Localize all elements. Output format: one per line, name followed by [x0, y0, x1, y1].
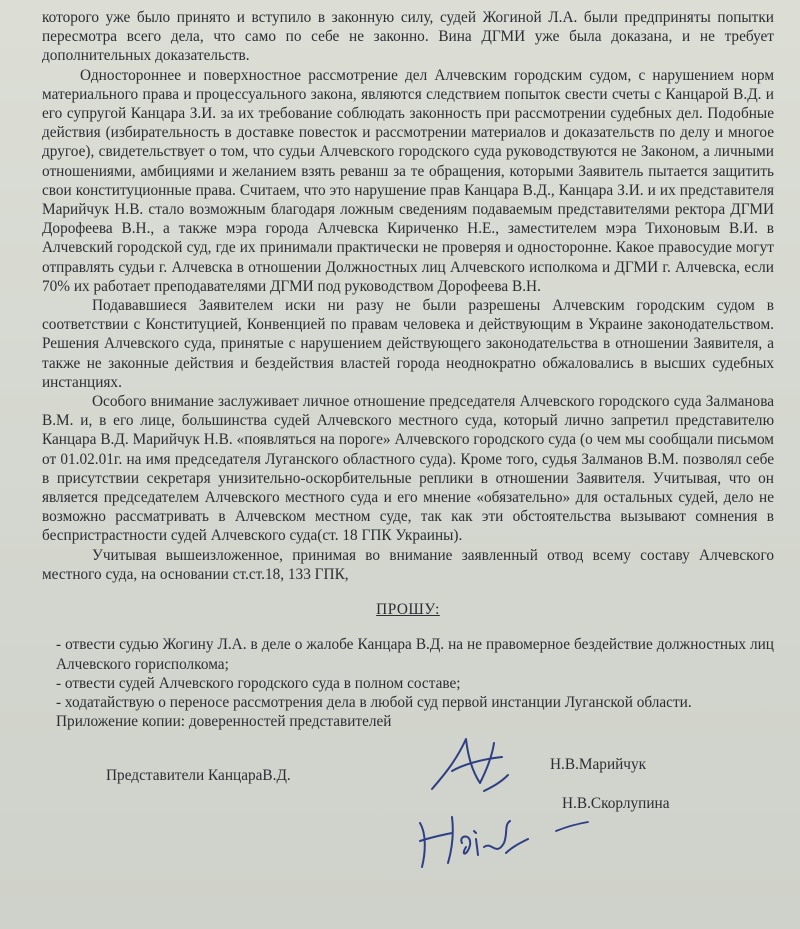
- document-body: [42, 8, 774, 731]
- signatory-name-2: Н.В.Скорлупина: [562, 795, 670, 813]
- signature-stroke-icon: [552, 819, 592, 835]
- request-item-1: - отвести судью Жогину Л.А. в деле о жалобе Канцара В.Д. на не правомерное бездействие должностных лиц Алчевского горисполкома;: [56, 636, 774, 673]
- paragraph-continuation: которого уже было принято и вступило в законную силу, судей Жогиной Л.А. были предприняты попытки пересмотра всего дела, что само по себе не законно. Вина ДГМИ уже была доказана, и не требует дополнительных доказательств.: [42, 9, 774, 65]
- request-item-2: - отвести судей Алчевского городского суда в полном составе;: [56, 674, 461, 692]
- representatives-label: Представители КанцараВ.Д.: [106, 767, 291, 785]
- attachment-line: Приложение копии: доверенностей представителей: [56, 713, 392, 731]
- signature-2-icon: [412, 803, 532, 873]
- request-heading: ПРОШУ:: [376, 601, 440, 619]
- signature-area: [42, 731, 774, 881]
- signatory-name-1: Н.В.Марийчук: [550, 756, 647, 774]
- paragraph-chairman: Особого внимание заслуживает личное отношение председателя Алчевского городского суда Залманова В.М. и, в его лице, большинства судей Алчевского местного суда, который лично запретил представителю Канцара В.Д. Марийчук Н.В. «появляться на пороге» Алчевского городского суда (о чем мы сообщали письмом от 01.02.01г. на имя председателя Луганского областного суда). Кроме того, судья Залманов В.М. позволял себе в присутствии секретаря унизительно-оскорбительные реплики в отношении Заявителя. Учитывая, что он является председателем Алчевского местного суда и его мнение «обязательно» для остальных судей, дело не возможно рассматривать в Алчевском местном суде, так как эти обстоятельства вызывают сомнения в беспристрастности судей Алчевского суда(ст. 18 ГПК Украины).: [42, 393, 774, 545]
- paragraph-unilateral-review: Одностороннее и поверхностное рассмотрение дел Алчевским городским судом, с нарушением норм материального права и процессуального закона, являются следствием попыток свести счеты с Канцарой В.Д. и его супругой Канцара З.И. за их требование соблюдать законность при рассмотрении судебных дел. Подобные действия (избирательность в доставке повесток и рассмотрении материалов и доказательств по делу и многое другое), свидетельствует о том, что судьи Алчевского городского суда руководствуются не Законом, а личными отношениями, амбициями и желанием взять реванш за те обращения, которыми Заявитель пытается защитить свои конституционные права. Считаем, что это нарушение прав Канцара В.Д., Канцара З.И. и их представителя Марийчук Н.В. стало возможным благодаря ложным сведениям подаваемым представителями ректора ДГМИ Дорофеева В.Н., а также мэра города Алчевска Кириченко Н.Е., заместителем мэра Тихоновым В.И. в Алчевский городской суд, где их принимали практически не проверяя и односторонне. Какое правосудие могут отправлять судьи г. Алчевска в отношении Должностных лиц Алчевского исполкома и ДГМИ г. Алчевска, если 70% их работает преподавателями ДГМИ под руководством Дорофеева В.Н.: [42, 66, 774, 295]
- paragraph-considering: Учитывая вышеизложенное, принимая во внимание заявленный отвод всему составу Алчевского местного суда, на основании ст.ст.18, 133 ГПК,: [42, 546, 774, 583]
- request-item-3: - ходатайствую о переносе рассмотрения дела в любой суд первой инстанции Луганской области.: [56, 693, 692, 711]
- signature-1-icon: [422, 731, 512, 801]
- paragraph-claims: Подававшиеся Заявителем иски ни разу не были разрешены Алчевским городским судом в соответствии с Конституцией, Конвенцией по правам человека и действующим в Украине законодательством. Решения Алчевского суда, принятые с нарушением действующего законодательства в отношении Заявителя, а также не законные действия и бездействия властей города неоднократно обжаловались в высших судебных инстанциях.: [42, 297, 774, 391]
